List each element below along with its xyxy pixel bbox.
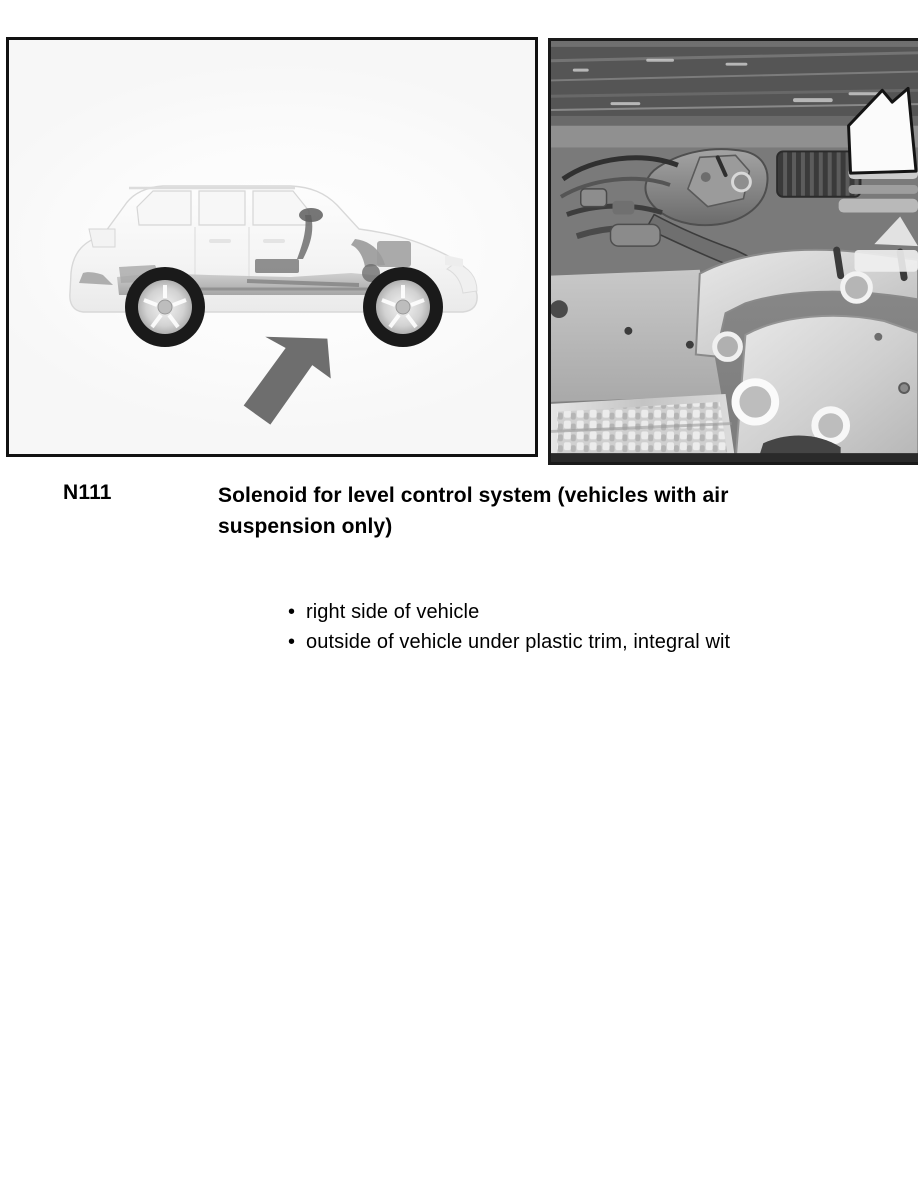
list-item	[288, 597, 918, 627]
vehicle-overview-canvas	[9, 40, 535, 454]
bullet-marker-icon: •	[288, 601, 296, 623]
component-closeup-photo	[548, 38, 918, 465]
component-title	[218, 480, 918, 542]
list-item-label: right side of vehicle	[306, 601, 480, 623]
component-code: N111	[63, 481, 112, 504]
figure-row	[0, 0, 918, 470]
component-closeup-canvas	[551, 41, 918, 462]
component-title-line-1: Solenoid for level control system (vehicles with air	[218, 484, 729, 507]
list-item-label: outside of vehicle under plastic trim, integral wit	[306, 631, 731, 653]
vehicle-overview-figure	[6, 37, 538, 457]
list-item	[288, 627, 918, 657]
component-title-line-2: suspension only)	[218, 515, 393, 538]
bullet-marker-icon: •	[288, 631, 296, 653]
pointer-arrow-icon	[235, 332, 345, 432]
location-notes-list	[288, 597, 918, 657]
